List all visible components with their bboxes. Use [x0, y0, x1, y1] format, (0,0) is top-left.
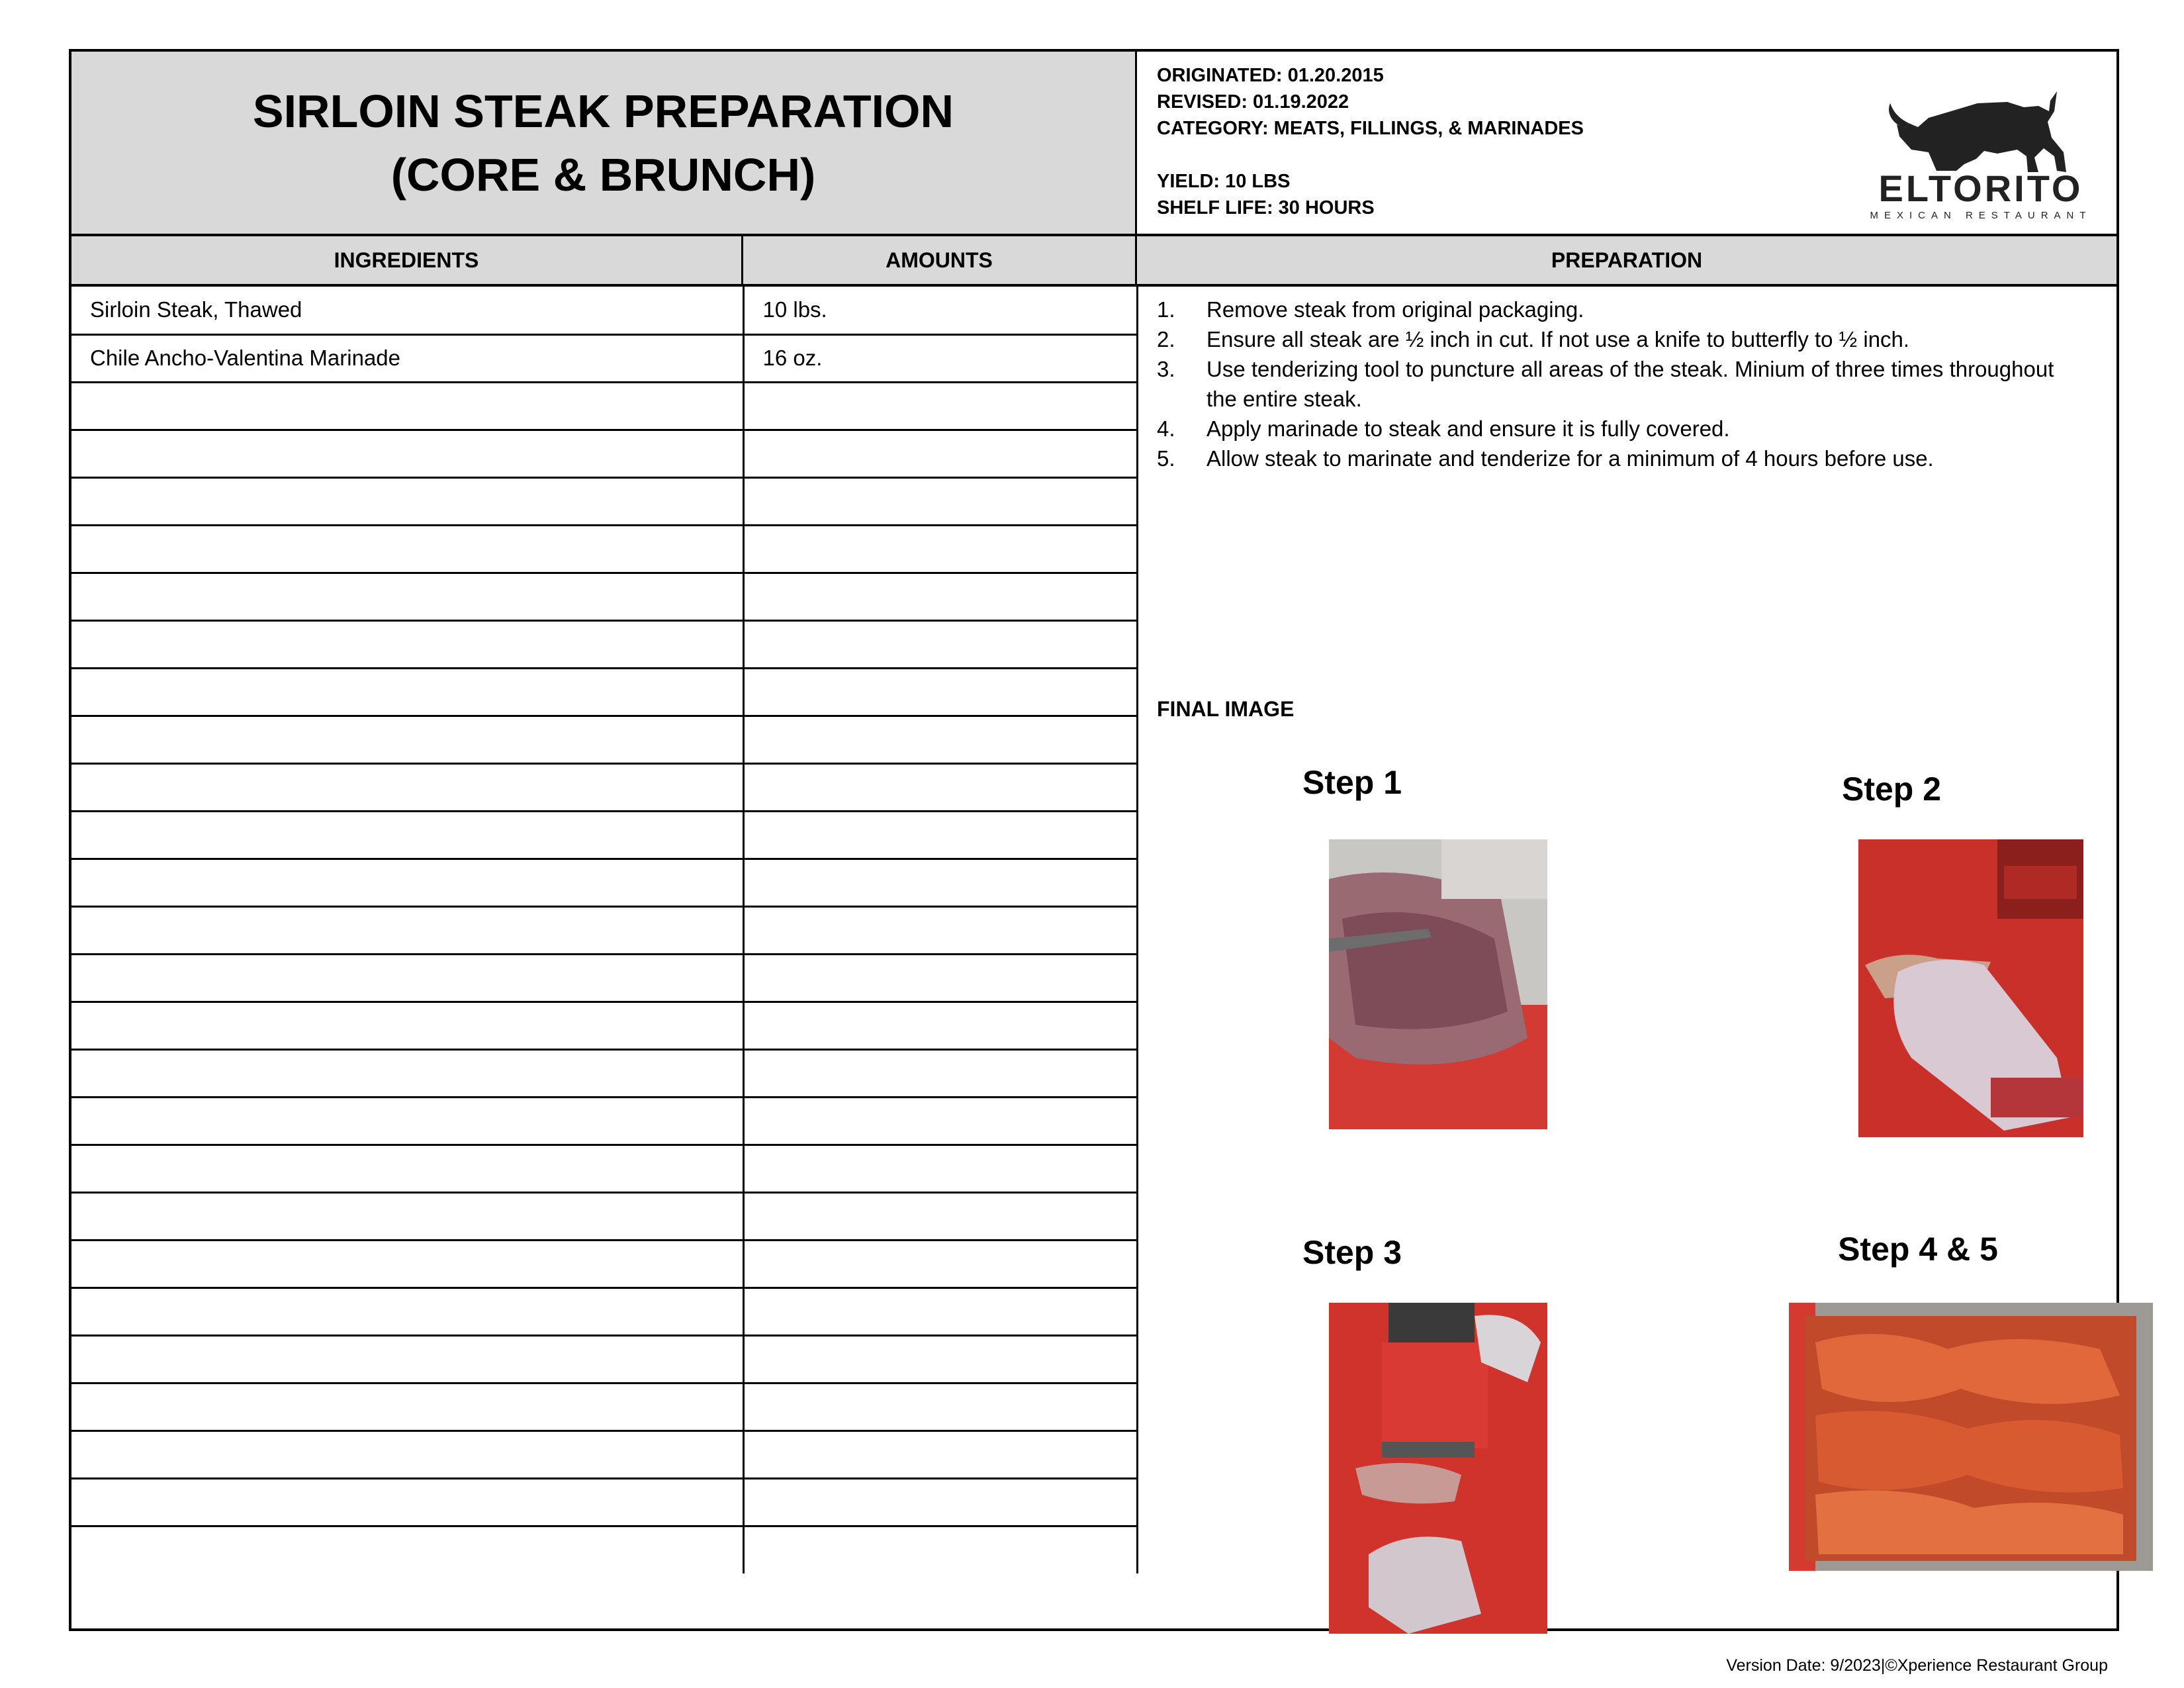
ingredient-name	[71, 382, 743, 430]
ingredient-name: Chile Ancho-Valentina Marinade	[71, 334, 743, 382]
ingredient-name	[71, 1335, 743, 1383]
ingredient-amount	[743, 1526, 1137, 1573]
step-3-label: Step 3	[1302, 1234, 1402, 1271]
step-2-label: Step 2	[1841, 771, 1942, 808]
table-row	[71, 1002, 1137, 1049]
ingredients-table	[71, 287, 1138, 1573]
shelf-life: SHELF LIFE: 30 HOURS	[1157, 197, 1375, 218]
ingredient-name	[71, 430, 743, 477]
ingredient-name	[71, 668, 743, 716]
ingredient-amount	[743, 430, 1137, 477]
table-row	[71, 334, 1137, 382]
version-footer: Version Date: 9/2023|©Xperience Restaurant Group	[1726, 1656, 2108, 1675]
step-item: 1. Remove steak from original packaging.	[1157, 297, 1584, 322]
ingredient-name: Sirloin Steak, Thawed	[71, 287, 743, 334]
ingredient-name	[71, 525, 743, 573]
preparation-header: PREPARATION	[1137, 236, 2116, 284]
ingredient-name	[71, 1049, 743, 1097]
ingredient-amount	[743, 811, 1137, 859]
table-row	[71, 763, 1137, 811]
title-line-2: (CORE & BRUNCH)	[390, 148, 816, 201]
table-row	[71, 1288, 1137, 1335]
table-row	[71, 859, 1137, 906]
table-row	[71, 525, 1137, 573]
table-row	[71, 573, 1137, 620]
ingredient-amount	[743, 1430, 1137, 1478]
ingredient-amount: 10 lbs.	[743, 287, 1137, 334]
table-row	[71, 716, 1137, 763]
ingredient-amount	[743, 1288, 1137, 1335]
ingredient-name	[71, 1145, 743, 1192]
ingredient-name	[71, 811, 743, 859]
table-row	[71, 1192, 1137, 1240]
revised-date: REVISED: 01.19.2022	[1157, 91, 1349, 113]
ingredient-amount	[743, 954, 1137, 1002]
ingredient-amount	[743, 1192, 1137, 1240]
ingredient-name	[71, 620, 743, 668]
table-row	[71, 620, 1137, 668]
category: CATEGORY: MEATS, FILLINGS, & MARINADES	[1157, 118, 1584, 139]
ingredient-amount	[743, 1097, 1137, 1145]
step-2-photo	[1858, 839, 2083, 1137]
ingredient-amount	[743, 1002, 1137, 1049]
ingredient-amount	[743, 1383, 1137, 1430]
table-row	[71, 1526, 1137, 1573]
table-row	[71, 1145, 1137, 1192]
ingredient-name	[71, 1240, 743, 1288]
ingredient-name	[71, 1002, 743, 1049]
ingredient-amount	[743, 763, 1137, 811]
step-item: 4. Apply marinade to steak and ensure it is fully covered.	[1157, 416, 1730, 441]
step-item: 2. Ensure all steak are ½ inch in cut. If not use a knife to butterfly to ½ inch.	[1157, 327, 1910, 352]
step-item: 5. Allow steak to marinate and tenderize for a minimum of 4 hours before use.	[1157, 446, 1934, 471]
step-1-photo	[1329, 839, 1547, 1129]
ingredient-amount	[743, 477, 1137, 525]
ingredient-amount	[743, 859, 1137, 906]
table-row	[71, 954, 1137, 1002]
originated-date: ORIGINATED: 01.20.2015	[1157, 65, 1384, 86]
table-row	[71, 382, 1137, 430]
ingredient-name	[71, 859, 743, 906]
step-item: 3. Use tenderizing tool to puncture all areas of the steak. Minium of three times throughout the entire steak.	[1157, 357, 2054, 411]
ingredient-amount	[743, 1478, 1137, 1526]
ingredient-amount	[743, 1335, 1137, 1383]
ingredient-amount	[743, 668, 1137, 716]
ingredient-name	[71, 1383, 743, 1430]
ingredient-amount	[743, 620, 1137, 668]
table-row	[71, 430, 1137, 477]
title-line-1: SIRLOIN STEAK PREPARATION	[252, 85, 954, 137]
yield: YIELD: 10 LBS	[1157, 171, 1291, 192]
ingredient-amount	[743, 1049, 1137, 1097]
ingredient-amount	[743, 716, 1137, 763]
table-row	[71, 1383, 1137, 1430]
ingredient-name	[71, 573, 743, 620]
table-row	[71, 811, 1137, 859]
ingredient-amount: 16 oz.	[743, 334, 1137, 382]
step-4-5-label: Step 4 & 5	[1838, 1231, 1998, 1268]
ingredients-header: INGREDIENTS	[71, 236, 743, 284]
ingredient-name	[71, 1097, 743, 1145]
ingredient-name	[71, 477, 743, 525]
info-block	[1137, 52, 2116, 234]
table-row	[71, 668, 1137, 716]
ingredient-amount	[743, 382, 1137, 430]
ingredient-name	[71, 716, 743, 763]
table-row	[71, 1049, 1137, 1097]
ingredient-amount	[743, 525, 1137, 573]
ingredient-name	[71, 1526, 743, 1573]
table-row	[71, 1335, 1137, 1383]
ingredient-name	[71, 763, 743, 811]
ingredient-amount	[743, 573, 1137, 620]
table-row	[71, 906, 1137, 954]
preparation-panel	[1137, 287, 2116, 1628]
el-torito-logo	[1865, 71, 2097, 224]
title-block	[71, 52, 1137, 234]
svg-text:ELTORITO: ELTORITO	[1878, 167, 2083, 209]
bull-icon	[1889, 91, 2066, 172]
ingredient-name	[71, 1288, 743, 1335]
ingredient-amount	[743, 906, 1137, 954]
amounts-header: AMOUNTS	[743, 236, 1137, 284]
step-list	[1157, 295, 2083, 473]
table-row	[71, 1240, 1137, 1288]
ingredient-name	[71, 1192, 743, 1240]
ingredient-name	[71, 954, 743, 1002]
ingredient-amount	[743, 1240, 1137, 1288]
ingredient-name	[71, 906, 743, 954]
recipe-sheet	[69, 49, 2119, 1631]
table-row	[71, 1097, 1137, 1145]
table-row	[71, 287, 1137, 334]
ingredient-name	[71, 1478, 743, 1526]
final-image-label: FINAL IMAGE	[1157, 697, 1295, 721]
svg-text:MEXICAN RESTAURANT: MEXICAN RESTAURANT	[1870, 210, 2092, 221]
ingredient-amount	[743, 1145, 1137, 1192]
table-row	[71, 1478, 1137, 1526]
step-4-5-photo	[1789, 1303, 2153, 1571]
table-row	[71, 477, 1137, 525]
ingredient-name	[71, 1430, 743, 1478]
step-1-label: Step 1	[1302, 764, 1402, 801]
table-row	[71, 1430, 1137, 1478]
step-3-photo	[1329, 1303, 1547, 1634]
